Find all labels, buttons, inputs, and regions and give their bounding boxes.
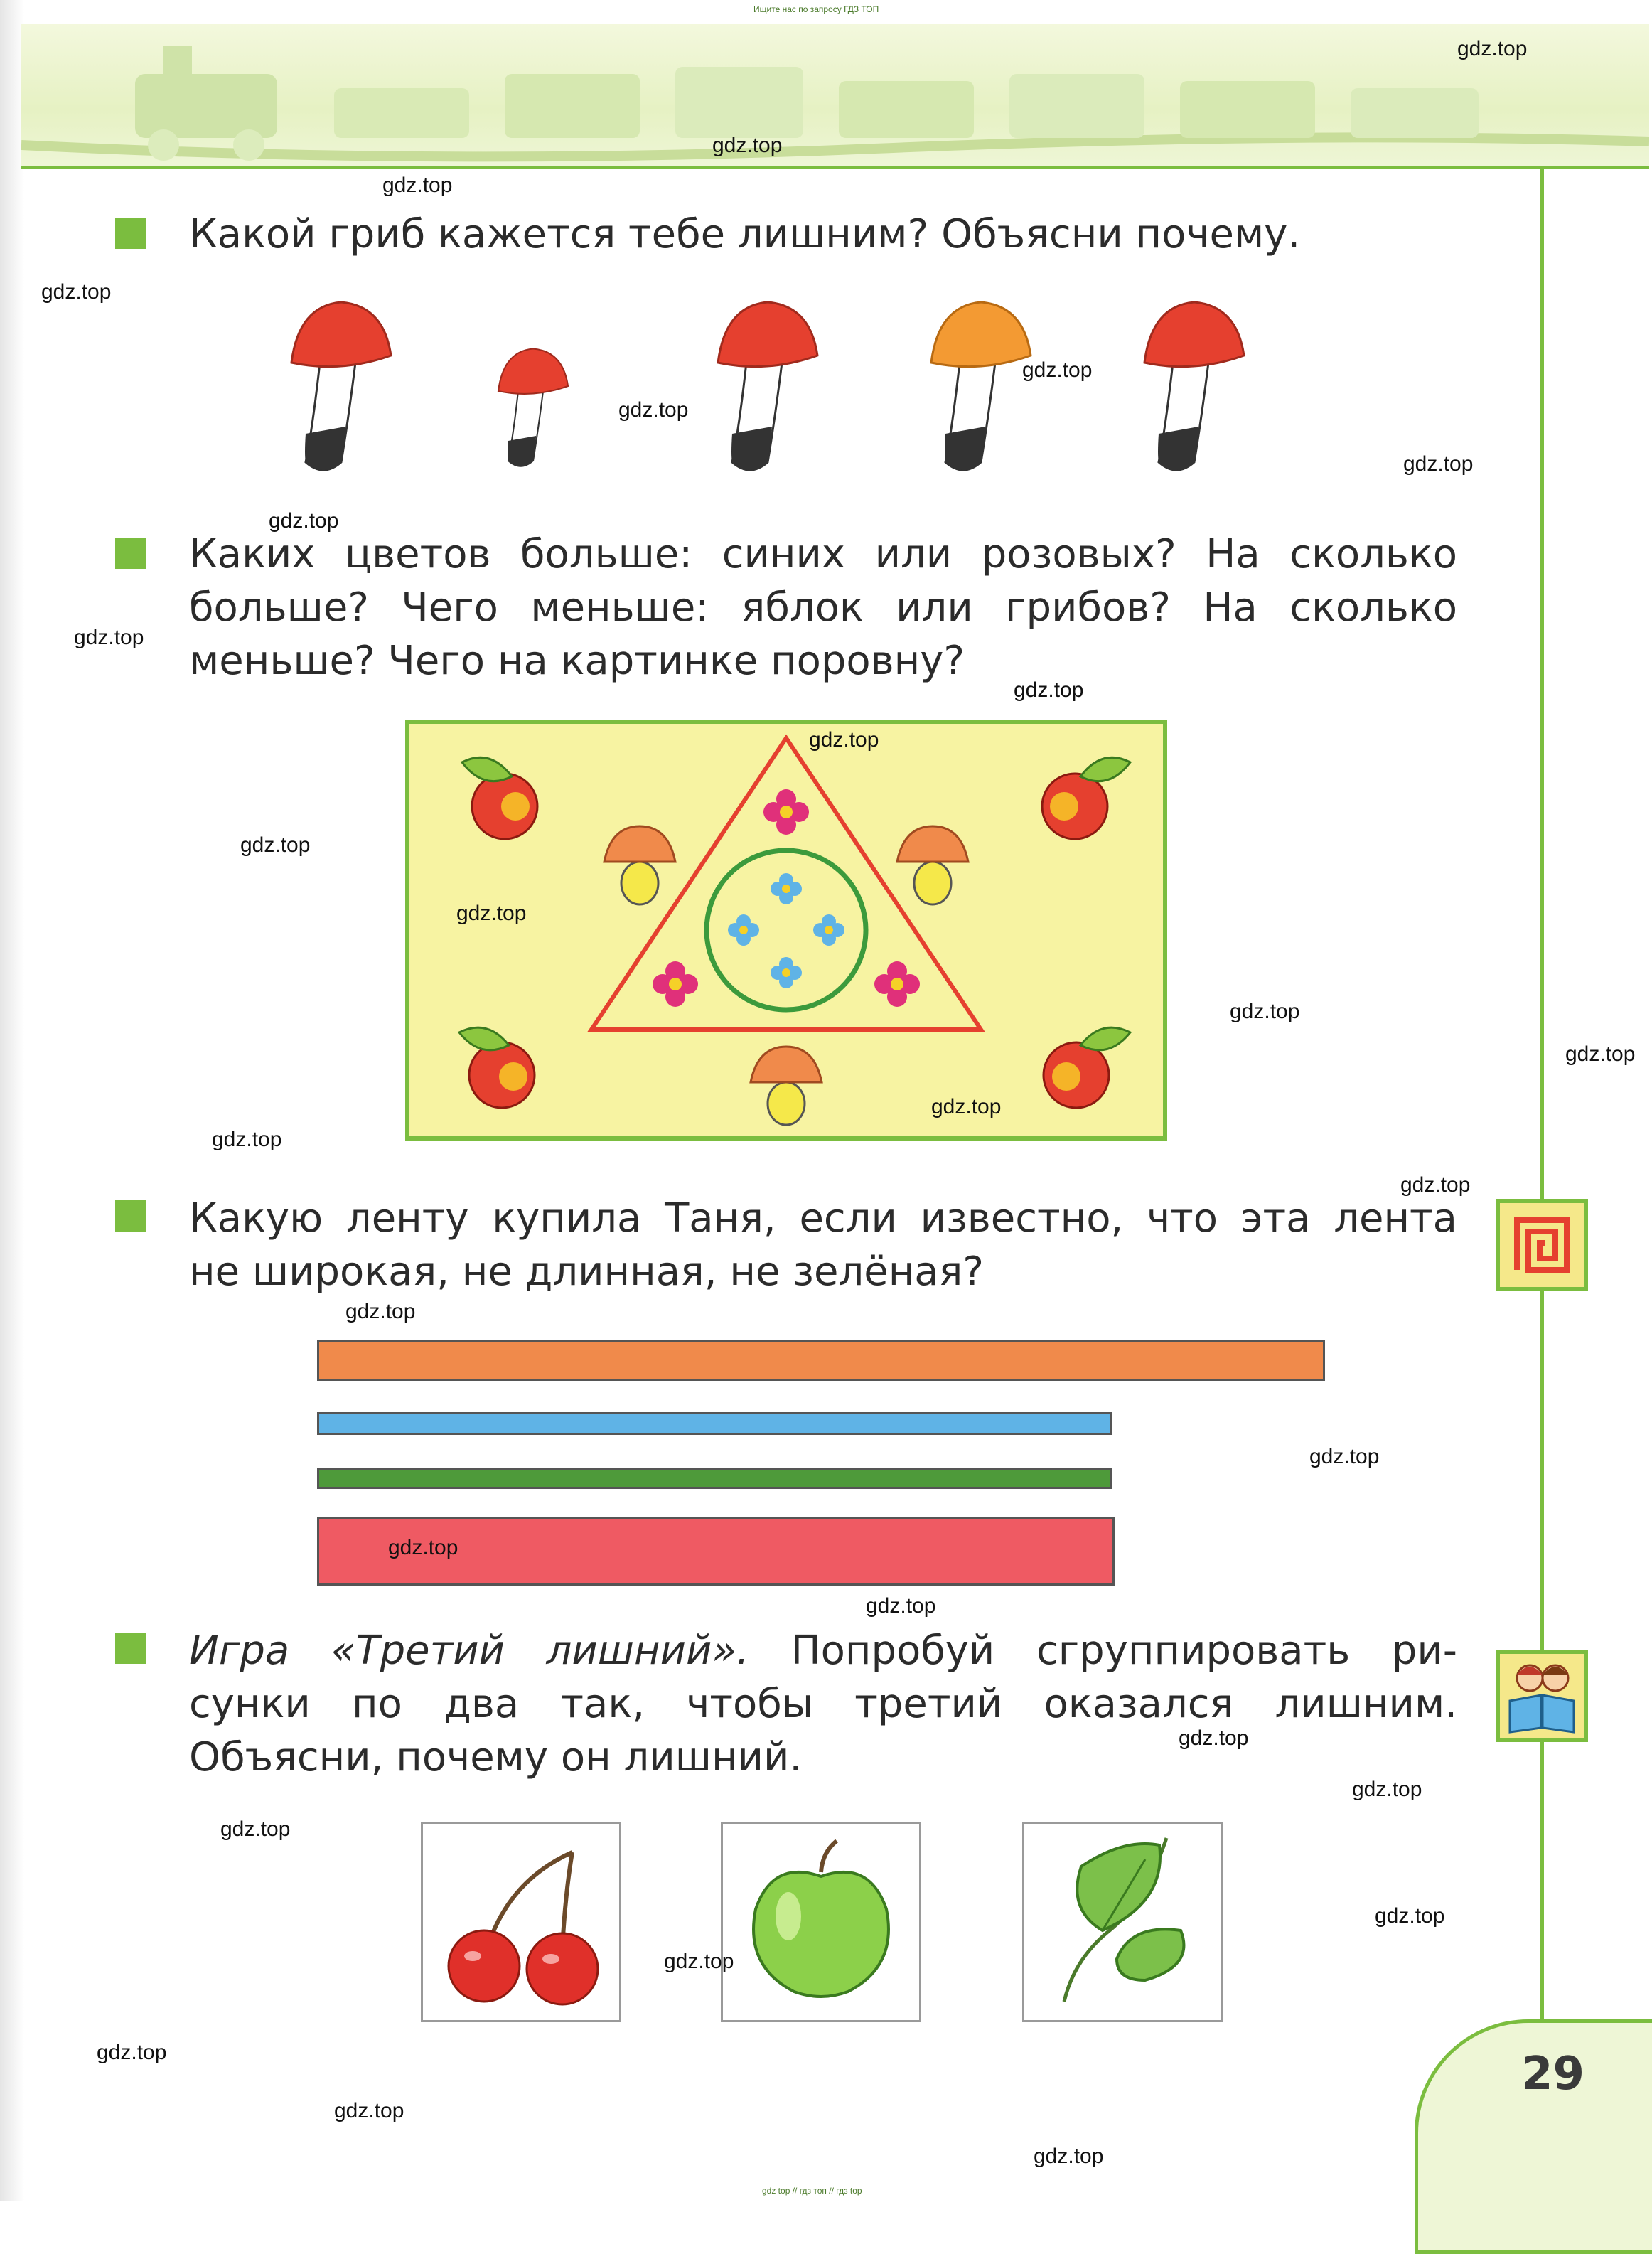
watermark: gdz.top — [1352, 1778, 1422, 1801]
watermark: gdz.top — [240, 833, 311, 857]
header-train-banner — [21, 24, 1649, 169]
ribbon-orange — [317, 1340, 1325, 1381]
watermark: gdz.top — [1179, 1726, 1249, 1750]
watermark: gdz.top — [1565, 1042, 1636, 1066]
page-binding-edge — [0, 0, 24, 2201]
watermark: gdz.top — [388, 1536, 458, 1559]
watermark: gdz.top — [1400, 1173, 1471, 1197]
watermark: gdz.top — [664, 1950, 734, 1973]
picture-leaves — [1022, 1822, 1223, 2022]
watermark: gdz.top — [456, 902, 527, 925]
task-marker-4 — [115, 1633, 146, 1664]
picture-cherries — [421, 1822, 621, 2022]
mushroom-5 — [1144, 302, 1244, 470]
watermark: gdz.top — [1309, 1445, 1380, 1468]
top-caption: Ищите нас по запросу ГДЗ ТОП — [753, 4, 879, 14]
watermark: gdz.top — [345, 1300, 416, 1323]
task-marker-1 — [115, 218, 146, 249]
task-1-text — [189, 208, 1457, 261]
watermark: gdz.top — [1403, 452, 1474, 476]
mushroom-4-orange — [931, 302, 1031, 470]
task-4-line-2: сунки по два так, чтобы третий оказался лишним. — [189, 1681, 1457, 1727]
game-title: Игра «Третий лишний». — [189, 1628, 749, 1674]
watermark: gdz.top — [334, 2099, 404, 2122]
watermark: gdz.top — [1034, 2144, 1104, 2168]
mushroom-1 — [291, 302, 391, 470]
right-margin-rule — [1540, 166, 1544, 2022]
task-3-line-2: не широкая, не длинная, не зелёная? — [189, 1249, 985, 1295]
task-3-line-1: Какую ленту купила Таня, если известно, что эта лента — [189, 1195, 1457, 1241]
toy-train-illustration — [21, 24, 1649, 166]
watermark: gdz.top — [1375, 1904, 1445, 1928]
children-reading-icon — [1496, 1650, 1588, 1742]
watermark: gdz.top — [712, 134, 783, 157]
task-4-line-1-rest: Попробуй сгруппировать ри- — [749, 1628, 1458, 1674]
watermark: gdz.top — [1014, 678, 1084, 702]
bottom-caption: gdz top // гдз топ // гдз top — [762, 2186, 862, 2196]
watermark: gdz.top — [41, 280, 112, 304]
counting-picture — [405, 720, 1167, 1141]
task-3-text — [189, 1192, 1457, 1298]
watermark: gdz.top — [618, 398, 689, 422]
ribbon-blue — [317, 1412, 1112, 1435]
mushroom-3 — [718, 302, 817, 470]
task-4-line-1 — [189, 1624, 1457, 1677]
mushroom-2 — [498, 349, 568, 466]
watermark: gdz.top — [220, 1817, 291, 1841]
task-4-line-3: Объясни, почему он лишний. — [189, 1734, 803, 1780]
task-2-line-3: меньше? Чего на картинке поровну? — [189, 638, 965, 684]
task-2-line-1: Каких цветов больше: синих или розовых? На сколько — [189, 531, 1457, 577]
watermark: gdz.top — [809, 728, 879, 752]
watermark: gdz.top — [212, 1128, 282, 1151]
watermark: gdz.top — [866, 1594, 936, 1618]
picture-apple — [721, 1822, 921, 2022]
watermark: gdz.top — [1457, 37, 1528, 60]
watermark: gdz.top — [269, 509, 339, 533]
task-1-line-1: Какой гриб кажется тебе лишним? Объясни почему. — [189, 211, 1301, 257]
mushrooms-row — [270, 292, 1265, 484]
task-2-text — [189, 528, 1457, 688]
watermark: gdz.top — [382, 173, 453, 197]
task-4-text — [189, 1624, 1457, 1784]
task-2-line-2: больше? Чего меньше: яблок или грибов? На сколько — [189, 584, 1457, 631]
spiral-icon — [1496, 1199, 1588, 1291]
watermark: gdz.top — [1230, 1000, 1300, 1023]
watermark: gdz.top — [97, 2041, 167, 2064]
task-marker-2 — [115, 538, 146, 569]
watermark: gdz.top — [74, 626, 144, 649]
watermark: gdz.top — [1022, 358, 1093, 382]
page-number: 29 — [1521, 2048, 1585, 2100]
watermark: gdz.top — [931, 1095, 1002, 1118]
task-marker-3 — [115, 1200, 146, 1232]
ribbon-green — [317, 1468, 1112, 1489]
